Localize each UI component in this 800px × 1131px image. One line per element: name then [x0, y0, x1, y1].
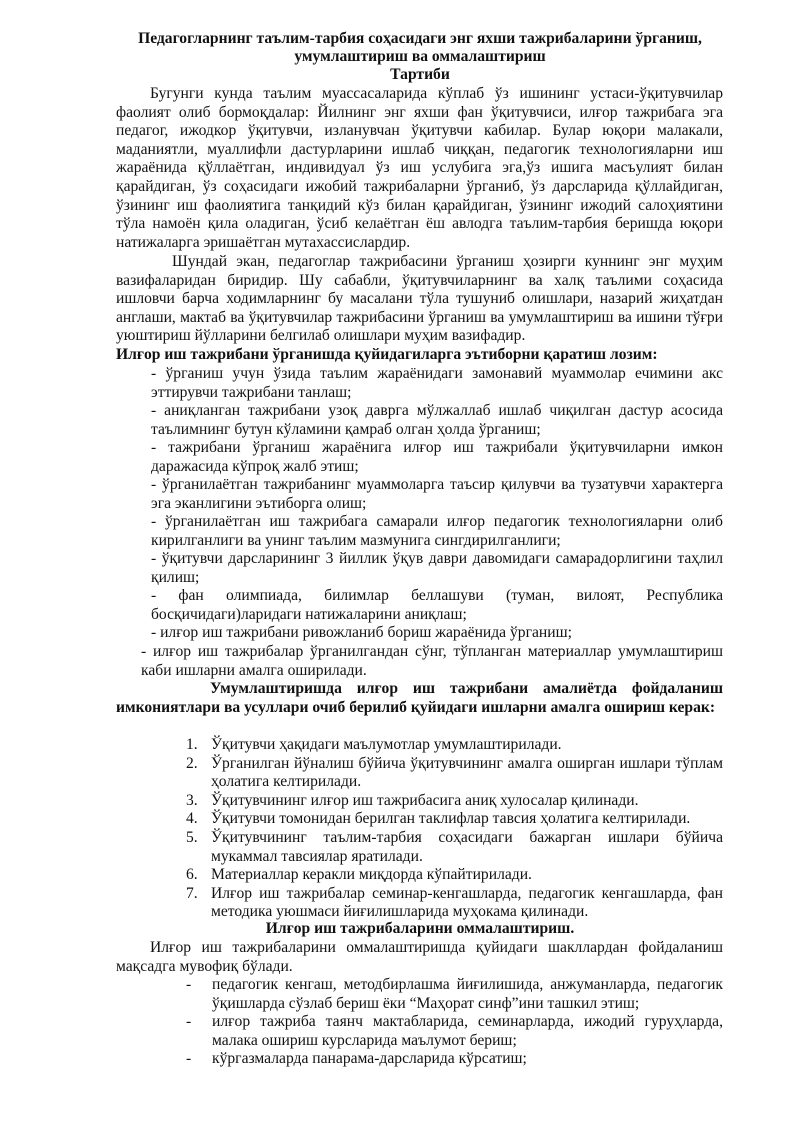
numbered-item [186, 810, 723, 829]
item-number: 1. [186, 736, 198, 753]
dash-list [186, 976, 723, 1069]
numbered-list [186, 736, 723, 922]
numbered-item [186, 866, 723, 885]
item-text: Ўқитувчи томонидан берилган таклифлар тавсия ҳолатига келтирилади. [211, 810, 691, 828]
dash-marker: - [186, 1013, 192, 1031]
numbered-item [186, 792, 723, 811]
bullet-item: - ўрганилаётган иш тажрибага самарали илғор педагогик технологияларни олиб кирилганлиги ва унинг таълим мазмунига сингдирилганлиги; [151, 513, 723, 549]
bullet-item: - тажрибани ўрганиш жараёнига илғор иш тажрибали ўқитувчиларни имкон даражасида кўпроқ жалб этиш; [151, 439, 723, 475]
numbered-item [186, 755, 723, 792]
item-text: Материаллар керакли миқдорда кўпайтирилади. [211, 866, 532, 884]
document-title-line2: умумлаштириш ва оммалаштириш [294, 48, 546, 65]
paragraph-importance: Шундай экан, педагоглар тажрибасини ўрганиш ҳозирги куннинг энг муҳим вазифаларидан биридир. Шу сабабли, ўқитувчиларнинг ва халқ таълими соҳасида ишловчи барча ходимларнинг бу масалани тўла тушуниб олишлари, назарий жиҳатдан англаши, мактаб ва ўқитувчилар тажрибасини ўрганиш ва умумлаштириш ва ишини тўғри уюштириш йўлларини белгилаб олишлари муҳим вазифадир. [116, 253, 723, 345]
numbered-item [186, 736, 723, 755]
item-text: педагогик кенгаш, методбирлашма йиғилишида, анжуманларда, педагогик ўқишларда сўзлаб бериш ёки “Маҳорат синф”ини ташкил этиш; [212, 976, 723, 1012]
bullet-item: - ўқитувчи дарсларининг 3 йиллик ўқув даври давомидаги самарадорлигини таҳлил қилиш; [151, 550, 723, 586]
dash-marker: - [186, 976, 192, 993]
item-text: Ўрганилган йўналиш бўйича ўқитувчининг амалга оширган ишлари тўплам ҳолатига келтирилади. [211, 754, 723, 791]
item-number: 7. [186, 884, 198, 902]
item-number: 2. [186, 754, 198, 772]
bullet-item: - ўрганилаётган тажрибанинг муаммоларга таъсир қилувчи ва тузатувчи характерга эга эканлигини эътиборга олиш; [151, 476, 723, 512]
item-text: кўргазмаларда панарама-дарсларида кўрсатиш; [212, 1050, 527, 1068]
item-text: Ўқитувчининг таълим-тарбия соҳасидаги бажарган ишлари бўйича мукаммал тавсиялар яратилади. [211, 828, 723, 865]
section-heading-popularize: Илғор иш тажрибаларини оммалаштириш. [265, 920, 575, 937]
bullet-item: - фан олимпиада, билимлар беллашуви (туман, вилоят, Республика босқичидаги)ларидаги натижаларини аниқлаш; [151, 587, 723, 623]
bullet-item: - илғор иш тажрибани ривожланиб бориш жараёнида ўрганиш; [151, 624, 572, 641]
item-number: 5. [186, 828, 198, 846]
item-number: 4. [186, 810, 198, 828]
bullet-item: - ўрганиш учун ўзида таълим жараёнидаги замонавий муаммолар ечимини акс эттирувчи тажрибани танлаш; [151, 365, 723, 401]
item-text: Илғор иш тажрибалар семинар-кенгашларда, педагогик кенгашларда, фан методика уюшмаси йиғилишларида муҳокама қилинади. [211, 884, 723, 921]
section-heading-study: Илғор иш тажрибани ўрганишда қуйидагиларга эътиборни қаратиш лозим: [116, 346, 658, 363]
paragraph-intro: Бугунги кунда таълим муассасаларида кўплаб ўз ишининг устаси-ўқитувчилар фаолият олиб бормоқдалар: Йилнинг энг яхши фан ўқитувчиси, илғор тажрибага эга педагог, ижодкор ўқитувчи, изланувчан ўқитувчи кабилар. Булар юқори малакали, маданиятли, муаллифли дастурларини ишлаб чиққан, педагогик технологияларни иш жараёнида қўллаётган, индивидуал ўз иш услубига эга,ўз ишига масъулият билан қарайдиган, ўз соҳасидаги ижобий тажрибаларни ўрганиб, ўз дарсларида қўллайдиган, ўзининг иш фаолиятига танқидий кўз билан қарайдиган, ўзининг ижодий салоҳиятини тўла намоён қила оладиган, ўсиб келаётган ёш авлодга таълим-тарбия беришда юқори натижаларга эришаётган мутахассислардир. [116, 85, 723, 251]
numbered-item [186, 885, 723, 922]
dash-item [186, 976, 723, 1013]
dash-marker: - [186, 1050, 192, 1068]
document-title: Педагогларнинг таълим-тарбия соҳасидаги энг яхши тажрибаларини ўрганиш, [138, 30, 702, 47]
bullet-item: - аниқланган тажрибани узоқ даврга мўлжаллаб ишлаб чиқилган дастур асосида таълимнинг бутун кўламини қамраб олган ҳолда ўрганиш; [151, 402, 723, 438]
item-number: 6. [186, 866, 198, 884]
item-text: Ўқитувчи ҳақидаги маълумотлар умумлаштирилади. [211, 736, 562, 753]
dash-item [186, 1013, 723, 1050]
paragraph-forms: Илғор иш тажрибаларини оммалаштиришда қуйидаги шакллардан фойдаланиш мақсадга мувофиқ бўлади. [116, 939, 723, 975]
item-text: Ўқитувчининг илғор иш тажрибасига аниқ хулосалар қилинади. [211, 791, 639, 809]
dash-item [186, 1050, 723, 1069]
paragraph-summary: - илғор иш тажрибалар ўрганилгандан сўнг, тўпланган материаллар умумлаштириш каби ишларни амалга оширилади. [141, 643, 723, 679]
document-subtitle: Тартиби [390, 66, 450, 83]
section-heading-generalize: Умумлаштиришда илғор иш тажрибани амалиётда фойдаланиш имкониятлари ва усуллари очиб берилиб қуйидаги ишларни амалга ошириш керак: [116, 680, 723, 716]
item-text: илғор тажриба таянч мактабларида, семинарларда, ижодий гуруҳларда, малака ошириш курсларида маълумот бериш; [212, 1013, 723, 1049]
item-number: 3. [186, 791, 198, 809]
numbered-item [186, 829, 723, 866]
